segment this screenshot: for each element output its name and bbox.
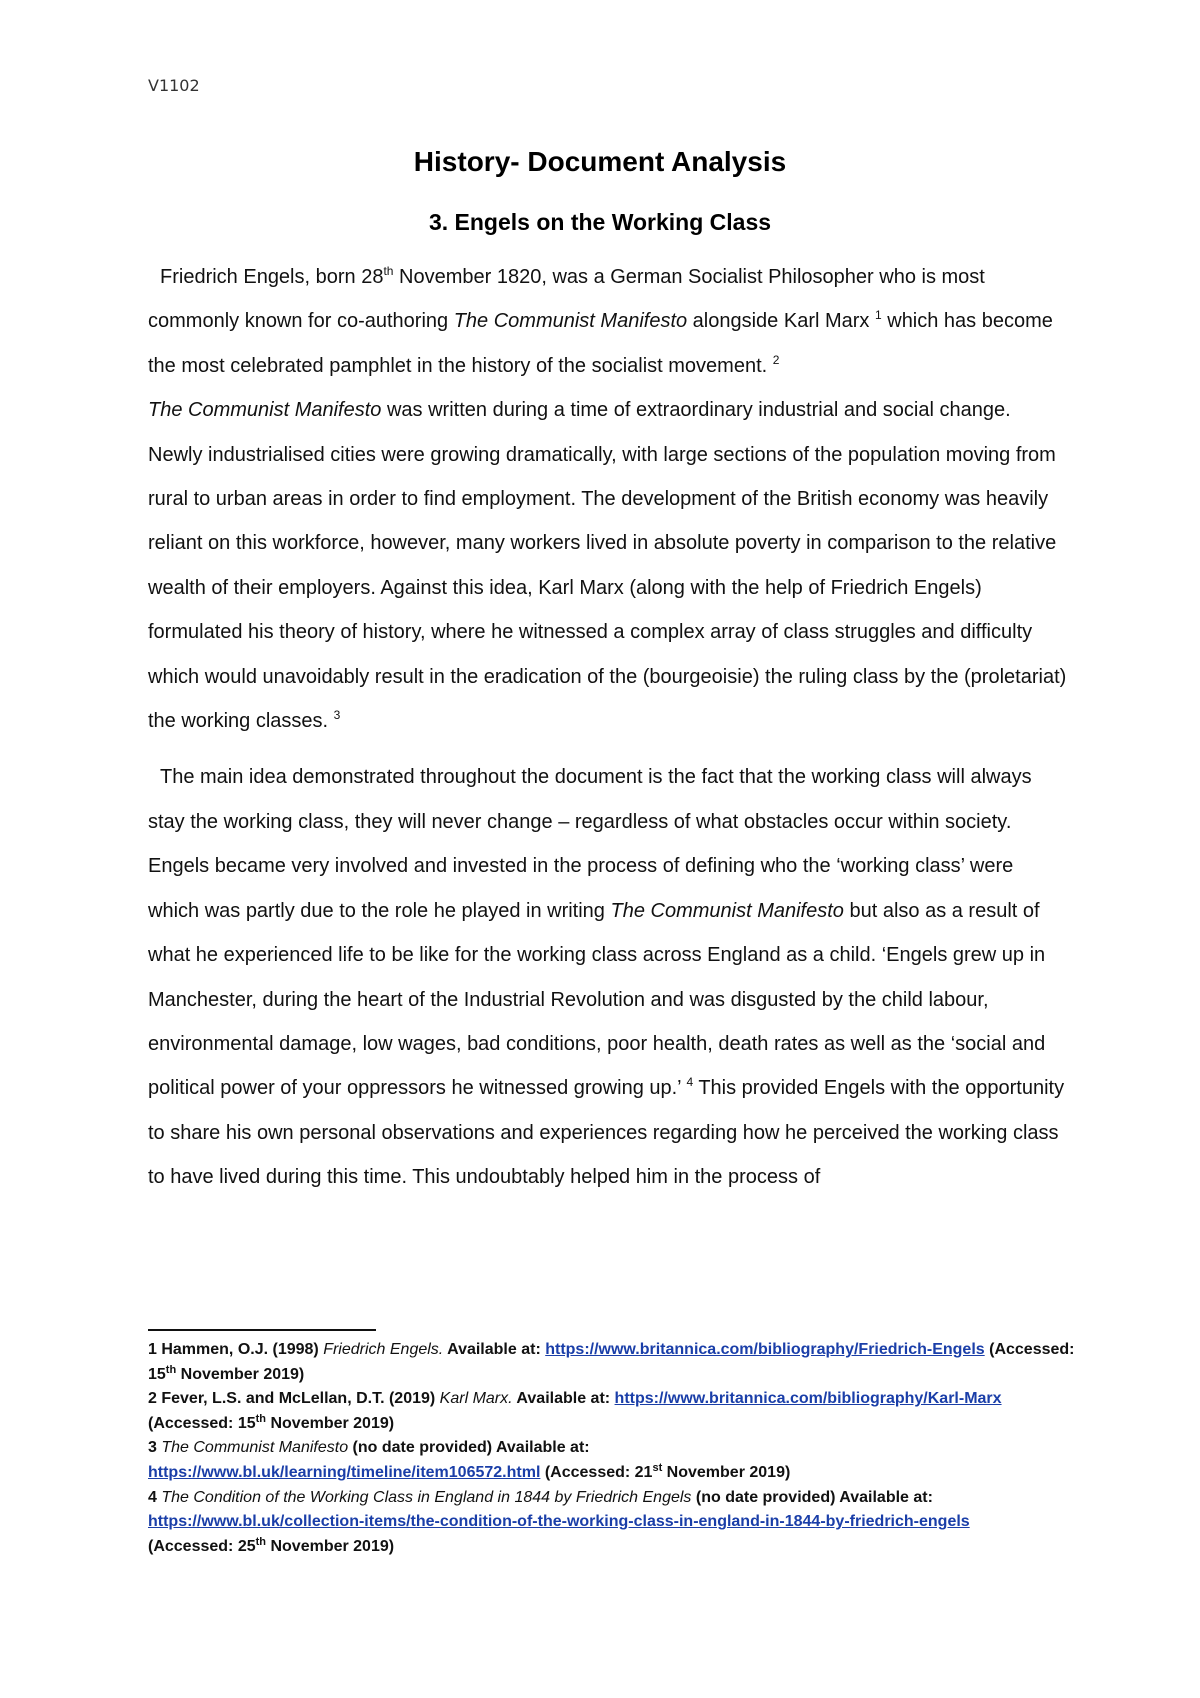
paragraph-2 bbox=[148, 755, 1068, 1199]
footnote-accessed: (Accessed: 15 bbox=[148, 1341, 1075, 1383]
footnote-accessed-date: November 2019) bbox=[662, 1463, 791, 1481]
paragraph-text: The main idea demonstrated throughout the document is the fact that the working class will always stay the working class, they will never change – regardless of what obstacles occur within society. Engels became very involved and invested in the process of defining who the ‘working class’ were which was partly due to the role he played in writing bbox=[148, 766, 1032, 922]
footnote-available: Available at: bbox=[512, 1390, 615, 1408]
ordinal-suffix: th bbox=[255, 1535, 267, 1548]
italic-title: The Communist Manifesto bbox=[453, 310, 688, 333]
paragraph-text: Friedrich Engels, born 28 bbox=[160, 266, 384, 288]
document-subtitle: 3. Engels on the Working Class bbox=[428, 209, 772, 235]
paragraph-text: This provided Engels with the opportunity to share his own personal observations and experiences regarding how he perceived the working class to have lived during this time. This undoubtably helped him in the process of bbox=[148, 1077, 1065, 1189]
footnote-work: Karl Marx. bbox=[439, 1390, 513, 1408]
document-title: History- Document Analysis bbox=[413, 146, 787, 177]
footnote-ref-3[interactable]: 3 bbox=[333, 708, 341, 723]
footnote-accessed: (Accessed: 21 bbox=[540, 1463, 653, 1481]
body-text bbox=[148, 255, 1068, 1200]
ordinal-suffix: st bbox=[652, 1461, 663, 1474]
footnote-accessed-date: November 2019) bbox=[266, 1537, 395, 1555]
footnote-available: (no date provided) Available at: bbox=[691, 1488, 933, 1506]
paragraph-text: alongside Karl Marx bbox=[687, 310, 875, 333]
footnote-link[interactable]: https://www.bl.uk/learning/timeline/item106572.html bbox=[148, 1463, 541, 1481]
italic-title: The Communist Manifesto bbox=[148, 399, 382, 422]
footnote-number: 3 bbox=[148, 1439, 157, 1457]
footnote-accessed: (Accessed: 15 bbox=[148, 1414, 256, 1432]
document-code: V1102 bbox=[148, 76, 200, 95]
footnote-accessed: (Accessed: 25 bbox=[148, 1537, 256, 1555]
footnote-link[interactable]: https://www.britannica.com/bibliography/Karl-Marx bbox=[614, 1390, 1002, 1408]
footnote-author: Fever, L.S. and McLellan, D.T. (2019) bbox=[156, 1390, 440, 1408]
paragraph-text: but also as a result of what he experienced life to be like for the working class across England as a child. ‘Engels grew up in Manchester, during the heart of the Industrial Revolution and was disgusted by the child labour, environmental damage, low wages, bad conditions, poor health, death rates as well as the ‘social and political power of your oppressors he witnessed growing up.’ bbox=[148, 899, 1046, 1100]
ordinal-suffix: th bbox=[165, 1363, 177, 1376]
footnote-ref-4[interactable]: 4 bbox=[686, 1075, 694, 1090]
footnote-available: Available at: bbox=[443, 1341, 546, 1358]
paragraph-1 bbox=[148, 255, 1068, 743]
ordinal-suffix: th bbox=[383, 264, 394, 278]
footnote-link[interactable]: https://www.bl.uk/collection-items/the-condition-of-the-working-class-in-england-in-1844-by-friedrich-engels bbox=[148, 1513, 970, 1531]
footnote-1 bbox=[148, 1338, 1078, 1387]
footnote-work: The Condition of the Working Class in England in 1844 by Friedrich Engels bbox=[161, 1488, 692, 1506]
footnote-accessed-date: November 2019) bbox=[266, 1414, 395, 1432]
footnote-author: Hammen, O.J. (1998) bbox=[156, 1341, 324, 1358]
italic-title: The Communist Manifesto bbox=[610, 899, 844, 922]
footnote-accessed-date: November 2019) bbox=[176, 1365, 305, 1383]
footnote-ref-2[interactable]: 2 bbox=[772, 352, 780, 367]
ordinal-suffix: th bbox=[255, 1412, 267, 1425]
footnote-link[interactable]: https://www.britannica.com/bibliography/Friedrich-Engels bbox=[545, 1341, 985, 1358]
paragraph-text: November 1820, was a German Socialist Philosopher who is most commonly known for co-authoring bbox=[148, 266, 985, 333]
paragraph-text: which has become the most celebrated pamphlet in the history of the socialist movement. bbox=[148, 310, 1053, 377]
footnote-number: 4 bbox=[148, 1488, 157, 1506]
footnotes bbox=[148, 1338, 1078, 1559]
footnote-ref-1[interactable]: 1 bbox=[875, 308, 882, 323]
footnote-3 bbox=[148, 1436, 1078, 1485]
paragraph-text: was written during a time of extraordinary industrial and social change. Newly industrialised cities were growing dramatically, with large sections of the population moving from rural to urban areas in order to find employment. The development of the British economy was heavily reliant on this workforce, however, many workers lived in absolute poverty in comparison to the relative wealth of their employers. Against this idea, Karl Marx (along with the help of Friedrich Engels) formulated his theory of history, where he witnessed a complex array of class struggles and difficulty which would unavoidably result in the eradication of the (bourgeoisie) the ruling class by the (proletariat) the working classes. bbox=[148, 399, 1067, 733]
footnote-available: (no date provided) Available at: bbox=[348, 1439, 590, 1457]
footnote-separator bbox=[148, 1329, 376, 1331]
footnote-number: 2 bbox=[148, 1390, 157, 1408]
footnote-4 bbox=[148, 1486, 1078, 1560]
footnote-2 bbox=[148, 1387, 1078, 1436]
footnote-number: 1 bbox=[148, 1341, 157, 1358]
footnote-work: Friedrich Engels. bbox=[323, 1341, 444, 1358]
footnote-work: The Communist Manifesto bbox=[161, 1439, 349, 1457]
